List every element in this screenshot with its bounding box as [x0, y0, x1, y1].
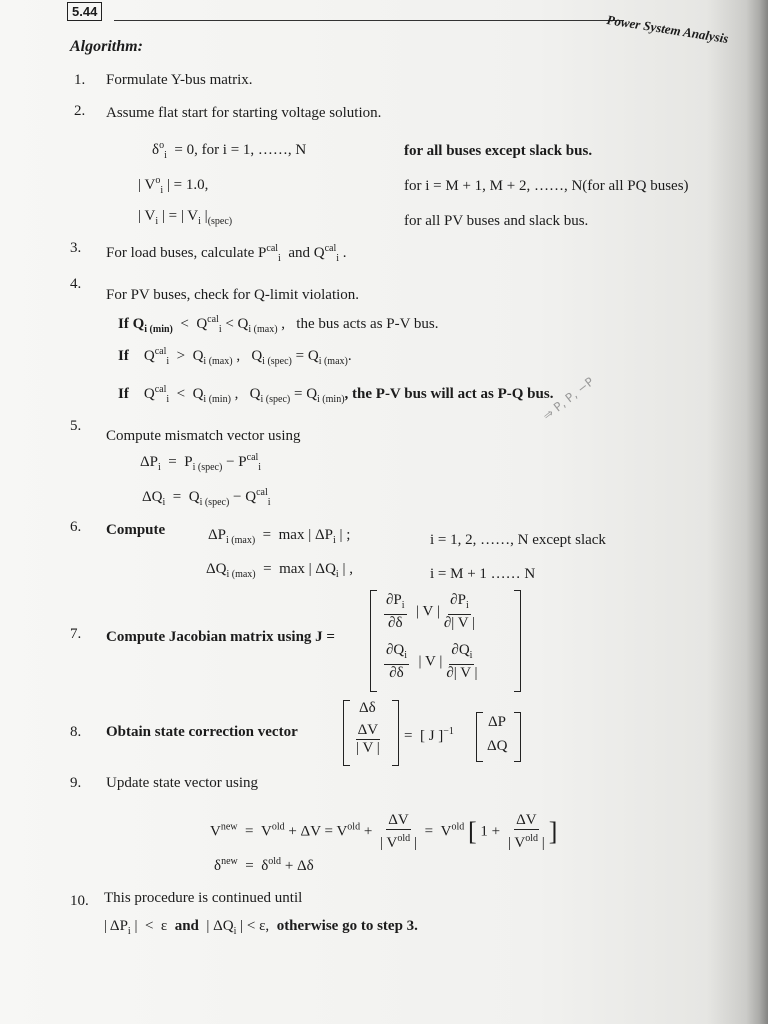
step-number: 6.	[70, 519, 82, 535]
page-number: 5.44	[67, 2, 102, 21]
book-spine-shadow	[746, 0, 768, 1024]
eq-condition: for all buses except slack bus.	[404, 143, 593, 159]
step-6-text: Compute	[106, 522, 166, 538]
eq-delta-q: $\Delta Q_i = Q_{i (spec)} - Q^{cal}_i$	[142, 487, 271, 508]
step-3-and: and Q	[288, 245, 325, 261]
if-keyword: If	[118, 386, 129, 402]
eq-rhs: | = | V	[161, 208, 199, 224]
correction-left-bracket	[343, 700, 350, 766]
step-5-text: Compute mismatch vector using	[106, 428, 301, 444]
q-limit-line-2: If $Q^{cal}_i > Q_{i (max)}$ , $Q_{i (spec)} = Q_{i (max)}$.	[118, 346, 352, 367]
convergence-condition: | $\Delta P_i$ | < ε and | $\Delta Q_i$ | < ε, otherwise go to step 3.	[104, 918, 418, 937]
step-number: 4.	[70, 276, 82, 292]
header-rule	[114, 20, 624, 21]
eq-max-dp: $\Delta P_{i (max)} = \max$ | $\Delta P_i$ | ;	[208, 527, 351, 546]
jacobian-row-1: $\frac{\partial P_i}{\partial\delta}$ | V | $\frac{\partial P_i}{\partial| V |}$	[386, 592, 476, 631]
mismatch-dp: ΔP	[488, 714, 506, 730]
step-number: 3.	[70, 240, 82, 256]
correction-delta: Δδ	[359, 700, 376, 716]
correction-dv-frac: $\frac{\Delta V}{| V |}$	[356, 722, 380, 756]
step-9-text: Update state vector using	[106, 775, 259, 791]
eq-range-2: i = M + 1 …… N	[430, 566, 536, 582]
step-8-text: Obtain state correction vector	[106, 724, 298, 740]
q-limit-line-3-tail: , the P-V bus will act as P-Q bus.	[344, 386, 554, 402]
step-number: 10.	[70, 893, 89, 909]
step-10-text: This procedure is continued until	[104, 890, 303, 906]
step-number: 5.	[70, 418, 82, 434]
step-number: 8.	[70, 724, 82, 740]
pencil-annotation: ⇒ P, P, −P	[540, 374, 597, 424]
eq-lhs: | V	[138, 208, 156, 224]
algorithm-heading: Algorithm:	[70, 38, 143, 55]
eq-condition: for i = M + 1, M + 2, ……, N(for all PQ buses)	[404, 178, 689, 194]
eq-range-1: i = 1, 2, ……, N except slack	[430, 532, 606, 548]
jacobian-left-bracket	[370, 590, 377, 692]
step-number: 7.	[70, 626, 82, 642]
eq-vmag-init: | $V^o_i$ | = 1.0,	[138, 175, 209, 196]
correction-right-bracket	[392, 700, 399, 766]
eq-delta-update: $\delta^{new} = \delta^{old} + \Delta\delta$	[214, 856, 314, 874]
eq-condition: for all PV buses and slack bus.	[404, 213, 589, 229]
mismatch-dq: ΔQ	[487, 738, 508, 754]
step-1-text: Formulate Y-bus matrix.	[106, 72, 253, 88]
step-7-text: Compute Jacobian matrix using J =	[106, 629, 335, 645]
eq-rhs: | = 1.0,	[166, 177, 209, 193]
step-number: 9.	[70, 775, 82, 791]
step-2-text: Assume flat start for starting voltage solution.	[106, 105, 382, 121]
step-4-text: For PV buses, check for Q-limit violation.	[106, 287, 360, 303]
step-3-lead: For load buses, calculate P	[106, 245, 267, 261]
jacobian-inverse: = [ J ]$^{-1}$	[404, 726, 454, 744]
step-number: 2.	[74, 103, 86, 119]
q-limit-line-3: If $Q^{cal}_i < Q_{i (min)}$ , $Q_{i (spec)} = Q_{i (min)}$, the P-V bus will act as P-Q bus.	[118, 384, 554, 405]
eq-vmag-spec: | $V_i$ | = | $V_i$ $|_{(spec)}$	[138, 208, 233, 227]
eq-delta-init: $\delta^o_i = 0$, for i = 1, ……, N	[152, 140, 307, 161]
eq-max-dq: $\Delta Q_{i (max)} = \max$ | $\Delta Q_i$ | ,	[206, 561, 353, 580]
eq-rhs: = 0, for i = 1, ……, N	[174, 142, 307, 158]
convergence-tail: otherwise go to step 3.	[276, 918, 418, 934]
mismatch-right-bracket	[514, 712, 521, 762]
if-keyword: If	[118, 348, 129, 364]
eq-v-update: $V^{new} = V^{old} + \Delta V = V^{old}$ + $\frac{\Delta V}{| V^{old} |}$ = $V^{old}$ [ 1 + $\frac{\Delta V}{| V^{old} |}$ ]	[210, 812, 558, 851]
eq-delta-p: $\Delta P_i = P_{i (spec)} - P^{cal}_i$	[140, 452, 262, 473]
jacobian-row-2: $\frac{\partial Q_i}{\partial\delta}$ | V | $\frac{\partial Q_i}{\partial| V |}$	[386, 642, 478, 681]
eq-lhs: | V	[138, 177, 156, 193]
step-3-text: For load buses, calculate $P^{cal}_i$ and $Q^{cal}_i$ .	[106, 243, 347, 264]
jacobian-right-bracket	[514, 590, 521, 692]
q-limit-line-1-tail: the bus acts as P-V bus.	[296, 316, 439, 332]
mismatch-left-bracket	[476, 712, 483, 762]
running-title: Power System Analysis	[605, 12, 730, 47]
step-number: 1.	[74, 72, 86, 88]
delta-symbol: δ	[152, 142, 160, 158]
q-limit-line-1: If $Q_{i (min)} < Q^{cal}_i < Q_{i (max)}$ , the bus acts as P-V bus.	[118, 314, 439, 335]
